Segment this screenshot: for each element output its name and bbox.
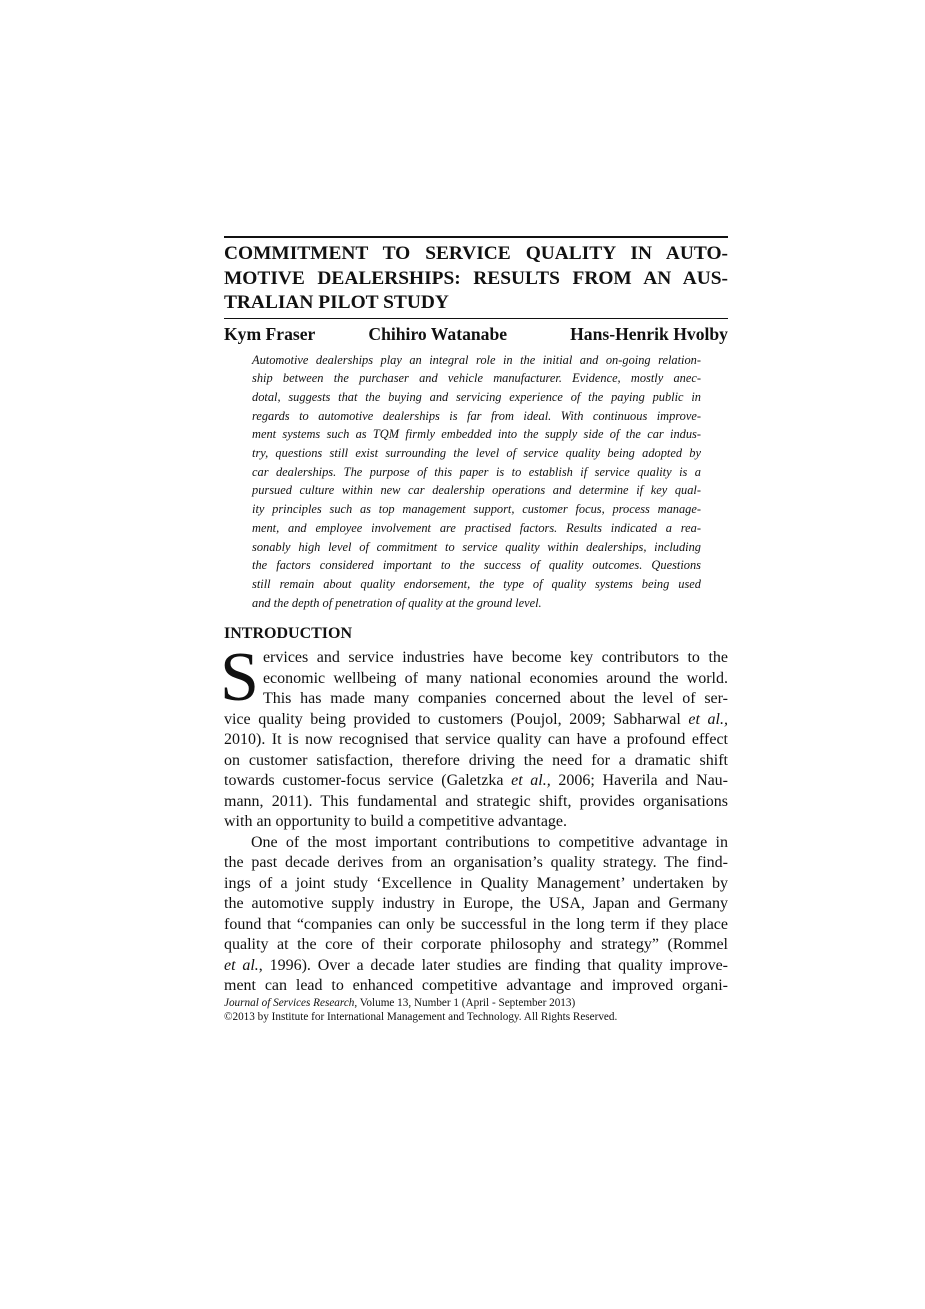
journal-volume: , Volume 13, Number 1 (April - September 2013)	[354, 996, 576, 1009]
body-line	[224, 956, 728, 977]
author: Chihiro Watanabe	[368, 323, 508, 344]
body-line: 2010). It is now recognised that service quality can have a profound effect	[224, 731, 728, 749]
abstract-line: and the depth of penetration of quality at the ground level.	[252, 595, 542, 610]
abstract-line: dotal, suggests that the buying and servicing experience of the paying public in	[252, 389, 701, 404]
body-line: ings of a joint study ‘Excellence in Quality Management’ undertaken by	[224, 874, 728, 892]
body-text: 2006; Haverila and Nau-	[550, 772, 728, 790]
body-line: quality at the core of their corporate philosophy and strategy” (Rommel	[224, 936, 728, 954]
body-line: the automotive supply industry in Europe, the USA, Japan and Germany	[224, 895, 728, 913]
abstract-line: ship between the purchaser and vehicle manufacturer. Evidence, mostly anec-	[252, 371, 701, 386]
body-line	[224, 710, 728, 731]
top-rule	[224, 236, 728, 238]
body-line: One of the most important contributions to competitive advantage in	[251, 833, 728, 851]
body-text: vice quality being provided to customers (Poujol, 2009; Sabharwal	[224, 710, 689, 728]
body-line: found that “companies can only be successful in the long term if they place	[224, 915, 728, 933]
body-line: on customer satisfaction, therefore driving the need for a dramatic shift	[224, 751, 728, 769]
introduction-body	[220, 639, 729, 997]
abstract-line: Automotive dealerships play an integral role in the initial and on-going relation-	[252, 352, 701, 367]
body-line: ervices and service industries have become key contributors to the	[262, 649, 728, 667]
body-line: economic wellbeing of many national economies around the world.	[262, 669, 728, 687]
abstract-line: the factors considered important to the success of quality outcomes. Questions	[252, 558, 701, 573]
section-heading: INTRODUCTION	[224, 625, 353, 643]
abstract-line: regards to automotive dealerships is far from ideal. With continuous improve-	[252, 408, 701, 423]
abstract-line: try, questions still exist surrounding the level of service quality being adopted by	[252, 446, 701, 461]
article-title	[224, 242, 728, 316]
body-line: with an opportunity to build a competitive advantage.	[224, 813, 568, 831]
journal-info	[224, 996, 728, 1011]
title-rule	[224, 318, 728, 319]
abstract	[252, 351, 701, 613]
journal-name: Journal of Services Research	[224, 996, 355, 1009]
drop-cap: S	[220, 639, 259, 717]
title-line: MOTIVE DEALERSHIPS: RESULTS FROM AN AUS-	[224, 267, 728, 289]
abstract-line: ity principles such as top management support, customer focus, process manage-	[252, 502, 701, 517]
body-line: the past decade derives from an organisation’s quality strategy. The find-	[224, 854, 728, 872]
abstract-line: still remain about quality endorsement, the type of quality systems being used	[252, 576, 701, 591]
author-list	[224, 321, 728, 347]
body-line	[224, 771, 728, 792]
body-line: This has made many companies concerned about the level of ser-	[262, 690, 728, 708]
abstract-line: sonably high level of commitment to service quality within dealerships, including	[252, 539, 701, 554]
title-line: TRALIAN PILOT STUDY	[224, 292, 449, 313]
citation-italic: et al.,	[688, 710, 729, 728]
abstract-line: ment systems such as TQM firmly embedded into the supply side of the car indus-	[252, 427, 701, 442]
abstract-line: ment, and employee involvement are practised factors. Results indicated a rea-	[252, 520, 701, 535]
abstract-line: pursued culture within new car dealership operations and determine if key qual-	[252, 483, 701, 498]
title-line: COMMITMENT TO SERVICE QUALITY IN AUTO-	[224, 243, 728, 264]
author: Hans-Henrik Hvolby	[570, 323, 728, 344]
citation-italic: et al.	[224, 956, 259, 974]
page-footer	[224, 996, 728, 1025]
body-text: towards customer-focus service (Galetzka	[224, 772, 512, 790]
body-line: ment can lead to enhanced competitive advantage and improved organi-	[224, 977, 728, 995]
body-text: , 1996). Over a decade later studies are finding that quality improve-	[258, 956, 729, 974]
article-first-page	[220, 236, 729, 1025]
body-line: mann, 2011). This fundamental and strategic shift, provides organisations	[224, 792, 728, 810]
author: Kym Fraser	[224, 323, 316, 344]
citation-italic: et al.,	[511, 772, 551, 790]
copyright: ©2013 by Institute for International Management and Technology. All Rights Reserved.	[224, 1011, 618, 1024]
abstract-line: car dealerships. The purpose of this paper is to establish if service quality is a	[252, 464, 701, 479]
